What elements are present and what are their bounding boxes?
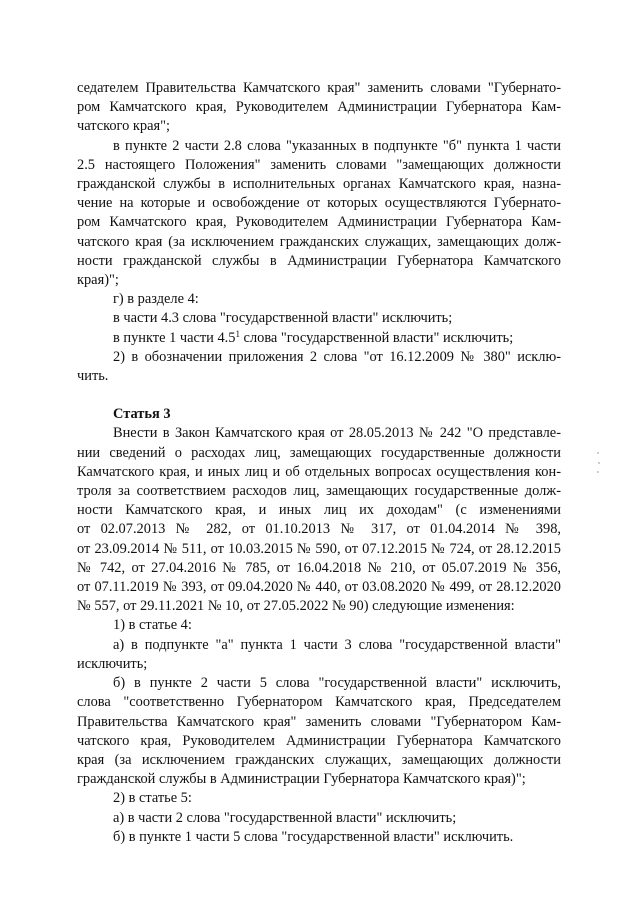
text-line: в пункте 2 части 2.8 слова "указанных в подпункте "б" пункта 1 части xyxy=(113,137,561,154)
text-line: от 23.09.2014 № 511, от 10.03.2015 № 590, от 07.12.2015 № 724, от 28.12.2015 xyxy=(77,540,561,557)
text-line: в части 4.3 слова "государственной власти" исключить; xyxy=(113,310,453,327)
text-line: Внести в Закон Камчатского края от 28.05.2013 № 242 "О представле- xyxy=(113,425,561,442)
scan-speck xyxy=(598,462,600,464)
paragraph-item-4-5-1 xyxy=(77,329,561,348)
paragraph-art3-item2a xyxy=(77,809,561,828)
text-line: № 742, от 27.04.2016 № 785, от 16.04.2018 № 210, от 05.07.2019 № 356, xyxy=(77,559,561,576)
text-line: седателем Правительства Камчатского края" заменить словами "Губернато- xyxy=(77,80,561,96)
text-line: 2.5 настоящего Положения" заменить словами "замещающих должности xyxy=(77,156,561,173)
paragraph-article-intro xyxy=(77,424,561,616)
paragraph-art3-item1 xyxy=(77,616,561,635)
text-line: 1) в статье 4: xyxy=(113,617,192,634)
text-line xyxy=(77,329,561,348)
scan-speck xyxy=(597,452,599,454)
paragraph-point-2-part-2-8 xyxy=(77,137,561,291)
paragraph-item-g xyxy=(77,290,561,309)
text-line: чатского края"; xyxy=(77,118,170,135)
text-line: исключить; xyxy=(77,655,148,672)
spacer xyxy=(77,386,561,405)
text-line: гражданской службы в исполнительных органах Камчатского края, назна- xyxy=(77,176,561,193)
paragraph-art3-item2 xyxy=(77,789,561,808)
text-line: края (за исключением гражданских служащих, замещающих должности xyxy=(77,751,561,768)
text-line: Правительства Камчатского края" заменить словами "Губернатором Кам- xyxy=(77,713,561,730)
text-line: а) в части 2 слова "государственной власти" исключить; xyxy=(113,809,457,826)
text-line: от 02.07.2013 № 282, от 01.10.2013 № 317, от 01.04.2014 № 398, xyxy=(77,521,561,538)
text-line: троля за соответствием расходов лиц, замещающих государственные долж- xyxy=(77,483,561,500)
paragraph-art3-item1b xyxy=(77,674,561,789)
text-line: ром Камчатского края, Руководителем Администрации Губернатора Кам- xyxy=(77,99,561,116)
text-line: б) в пункте 2 части 5 слова "государственной власти" исключить, xyxy=(113,675,561,692)
text-line: от 07.11.2019 № 393, от 09.04.2020 № 440, от 03.08.2020 № 499, от 28.12.2020 xyxy=(77,579,561,596)
text-line: слова "соответственно Губернатором Камчатского края, Председателем xyxy=(77,694,561,711)
paragraph-art3-item1a xyxy=(77,636,561,674)
text-line: Камчатского края, и иных лиц и об отдельных вопросах осуществления кон- xyxy=(77,463,561,480)
text-fragment: слова "государственной власти" исключить; xyxy=(239,329,514,346)
text-fragment: в пункте 1 части 4.5 xyxy=(113,329,236,346)
text-line: 2) в обозначении приложения 2 слова "от 16.12.2009 № 380" исклю- xyxy=(113,348,561,365)
text-line: чатского края, Руководителем Администрации Губернатора Камчатского xyxy=(77,732,561,749)
text-line: 2) в статье 5: xyxy=(113,790,192,807)
text-line: б) в пункте 1 части 5 слова "государственной власти" исключить. xyxy=(113,828,514,845)
text-line: гражданской службы в Администрации Губернатора Камчатского края)"; xyxy=(77,771,526,788)
document-body xyxy=(77,79,561,847)
text-line: ром Камчатского края, Руководителем Администрации Губернатора Кам- xyxy=(77,214,561,231)
text-line: № 557, от 29.11.2021 № 10, от 27.05.2022 № 90) следующие изменения: xyxy=(77,598,515,615)
text-line: края)"; xyxy=(77,272,119,289)
paragraph-continuation xyxy=(77,79,561,137)
article-heading: Статья 3 xyxy=(113,406,171,423)
text-line: чение на которые и освобождение от которых осуществляются Губернато- xyxy=(77,195,561,212)
paragraph-art3-item2b xyxy=(77,828,561,847)
text-line: чатского края (за исключением гражданских служащих, замещающих долж- xyxy=(77,233,561,250)
text-line: чить. xyxy=(77,368,109,385)
scan-speck xyxy=(597,471,599,473)
text-line: нии сведений о расходах лиц, замещающих государственные должности xyxy=(77,444,561,461)
paragraph-item-2 xyxy=(77,348,561,386)
text-line: г) в разделе 4: xyxy=(113,291,199,308)
text-line: ности гражданской службы в Администрации Губернатора Камчатского xyxy=(77,252,561,269)
paragraph-item-4-3 xyxy=(77,309,561,328)
superscript: 1 xyxy=(235,328,240,339)
text-line: ности Камчатского края, и иных лиц их доходам" (с изменениями xyxy=(77,502,561,519)
text-line: а) в подпункте "а" пункта 1 части 3 слова "государственной власти" xyxy=(113,636,561,653)
